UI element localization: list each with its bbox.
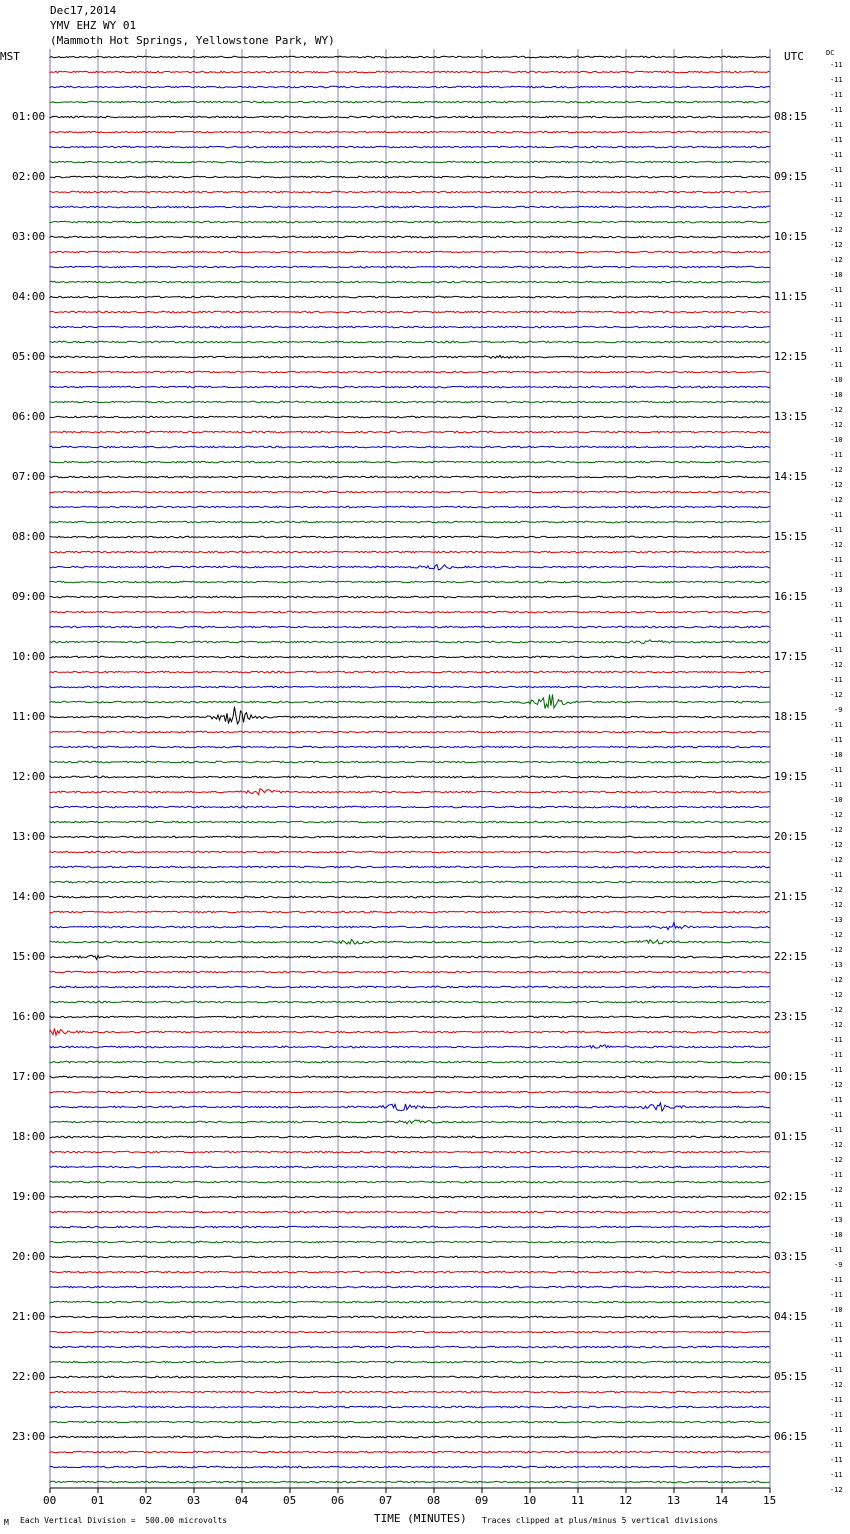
x-tick-label: 08	[427, 1494, 441, 1507]
left-hour-label: 08:00	[12, 530, 46, 543]
dc-offset-value: -11	[830, 526, 843, 534]
dc-offset-value: -11	[830, 1321, 843, 1329]
corner-mark: M	[4, 1518, 9, 1527]
trace-row	[50, 1271, 770, 1273]
dc-offset-value: -11	[830, 766, 843, 774]
dc-offset-value: -12	[830, 691, 843, 699]
trace-row	[50, 1103, 770, 1111]
dc-offset-value: -10	[830, 376, 843, 384]
trace-row	[50, 1286, 770, 1288]
left-hour-label: 18:00	[12, 1130, 46, 1143]
left-hour-label: 02:00	[12, 170, 46, 183]
x-tick-label: 13	[667, 1494, 681, 1507]
trace-row	[50, 521, 770, 523]
trace-row	[50, 176, 770, 178]
left-hour-label: 06:00	[12, 410, 46, 423]
trace-row	[50, 86, 770, 88]
dc-offset-value: -11	[830, 91, 843, 99]
dc-offset-value: -11	[830, 1171, 843, 1179]
dc-offset-value: -11	[830, 1336, 843, 1344]
dc-offset-value: -12	[830, 226, 843, 234]
x-tick-label: 07	[379, 1494, 393, 1507]
dc-offset-value: -13	[830, 586, 843, 594]
dc-offset-value: -12	[830, 901, 843, 909]
x-tick-label: 03	[187, 1494, 201, 1507]
dc-offset-value: -12	[830, 481, 843, 489]
left-hour-label: 04:00	[12, 290, 46, 303]
dc-offset-value: -12	[830, 886, 843, 894]
trace-row	[50, 1196, 770, 1198]
right-hour-label: 09:15	[774, 170, 808, 183]
right-hour-label: 00:15	[774, 1070, 808, 1083]
dc-offset-value: -11	[830, 151, 843, 159]
left-hour-label: 20:00	[12, 1250, 46, 1263]
dc-offset-value: -11	[830, 1366, 843, 1374]
trace-row	[50, 1331, 770, 1333]
trace-row	[50, 611, 770, 613]
x-tick-label: 04	[235, 1494, 249, 1507]
x-tick-label: 00	[43, 1494, 57, 1507]
dc-offset-value: -12	[830, 826, 843, 834]
trace-row	[50, 1076, 770, 1078]
right-hour-label: 04:15	[774, 1310, 808, 1323]
trace-row	[50, 221, 770, 223]
right-hour-label: 16:15	[774, 590, 808, 603]
trace-row	[50, 251, 770, 253]
left-hour-label: 13:00	[12, 830, 46, 843]
dc-offset-value: -13	[830, 916, 843, 924]
left-hour-label: 14:00	[12, 890, 46, 903]
dc-offset-value: -12	[830, 1006, 843, 1014]
dc-offset-value: -11	[830, 556, 843, 564]
right-hour-label: 02:15	[774, 1190, 808, 1203]
trace-row	[50, 281, 770, 283]
left-hour-label: 16:00	[12, 1010, 46, 1023]
dc-offset-value: -12	[830, 991, 843, 999]
station-code: YMV EHZ WY 01	[50, 19, 137, 32]
dc-offset-value: -12	[830, 421, 843, 429]
trace-row	[50, 311, 770, 313]
dc-offset-value: -12	[830, 841, 843, 849]
trace-row	[50, 461, 770, 463]
dc-offset-value: -11	[830, 1411, 843, 1419]
trace-row	[50, 1481, 770, 1483]
trace-row	[50, 476, 770, 478]
trace-row	[50, 1436, 770, 1438]
dc-offset-value: -11	[830, 1111, 843, 1119]
trace-row	[50, 296, 770, 298]
dc-offset-value: -12	[830, 496, 843, 504]
trace-row	[50, 416, 770, 418]
trace-row	[50, 1451, 770, 1453]
x-tick-label: 12	[619, 1494, 633, 1507]
dc-offset-value: -12	[830, 1141, 843, 1149]
dc-offset-value: -11	[830, 1096, 843, 1104]
trace-row	[50, 1091, 770, 1093]
dc-offset-value: -11	[830, 601, 843, 609]
dc-offset-value: -10	[830, 796, 843, 804]
trace-row	[50, 581, 770, 583]
right-hour-label: 11:15	[774, 290, 808, 303]
dc-offset-header: DC	[826, 49, 835, 57]
trace-row	[50, 986, 770, 988]
dc-offset-value: -11	[830, 1246, 843, 1254]
trace-row	[50, 266, 770, 268]
dc-offset-value: -12	[830, 811, 843, 819]
trace-row	[50, 731, 770, 733]
right-hour-label: 23:15	[774, 1010, 808, 1023]
trace-row	[50, 1361, 770, 1363]
dc-offset-value: -11	[830, 361, 843, 369]
trace-row	[50, 1466, 770, 1468]
dc-offset-value: -11	[830, 1441, 843, 1449]
x-tick-label: 01	[91, 1494, 105, 1507]
dc-offset-value: -12	[830, 256, 843, 264]
trace-row	[50, 116, 770, 118]
right-hour-label: 15:15	[774, 530, 808, 543]
trace-row	[50, 1391, 770, 1393]
dc-offset-value: -10	[830, 271, 843, 279]
trace-row	[50, 836, 770, 838]
dc-offset-value: -12	[830, 1156, 843, 1164]
trace-row	[50, 1226, 770, 1228]
trace-row	[50, 866, 770, 868]
dc-offset-value: -12	[830, 1021, 843, 1029]
right-hour-label: 06:15	[774, 1430, 808, 1443]
trace-row	[50, 326, 770, 328]
dc-offset-value: -11	[830, 1456, 843, 1464]
dc-offset-value: -12	[830, 241, 843, 249]
trace-row	[50, 596, 770, 598]
trace-row	[50, 776, 770, 778]
right-hour-label: 20:15	[774, 830, 808, 843]
dc-offset-value: -9	[834, 1261, 843, 1269]
trace-row	[50, 1166, 770, 1168]
dc-offset-value: -11	[830, 676, 843, 684]
trace-row	[50, 971, 770, 973]
dc-offset-value: -12	[830, 1381, 843, 1389]
trace-row	[50, 1028, 770, 1035]
x-tick-label: 05	[283, 1494, 297, 1507]
trace-row	[50, 386, 770, 388]
dc-offset-value: -11	[830, 1396, 843, 1404]
dc-offset-value: -12	[830, 1081, 843, 1089]
x-tick-label: 10	[523, 1494, 537, 1507]
right-hour-label: 03:15	[774, 1250, 808, 1263]
trace-row	[50, 1136, 770, 1138]
dc-offset-value: -10	[830, 1306, 843, 1314]
trace-row	[50, 940, 770, 945]
dc-offset-value: -11	[830, 871, 843, 879]
dc-offset-value: -10	[830, 751, 843, 759]
trace-row	[50, 896, 770, 898]
trace-row	[50, 446, 770, 448]
left-hour-label: 07:00	[12, 470, 46, 483]
dc-offset-value: -11	[830, 721, 843, 729]
trace-row	[50, 131, 770, 133]
trace-row	[50, 671, 770, 673]
dc-offset-value: -12	[830, 661, 843, 669]
trace-row	[50, 707, 770, 724]
trace-row	[50, 911, 770, 913]
left-hour-label: 05:00	[12, 350, 46, 363]
clipping-note: Traces clipped at plus/minus 5 vertical divisions	[482, 1516, 719, 1525]
dc-offset-value: -11	[830, 781, 843, 789]
left-hour-label: 19:00	[12, 1190, 46, 1203]
trace-row	[50, 1421, 770, 1423]
trace-row	[50, 1211, 770, 1213]
dc-offset-value: -11	[830, 196, 843, 204]
trace-row	[50, 565, 770, 570]
trace-row	[50, 1045, 770, 1048]
trace-row	[50, 640, 770, 644]
dc-offset-value: -11	[830, 316, 843, 324]
dc-offset-value: -11	[830, 166, 843, 174]
dc-offset-value: -12	[830, 406, 843, 414]
trace-row	[50, 806, 770, 808]
trace-row	[50, 101, 770, 103]
dc-offset-value: -12	[830, 976, 843, 984]
dc-offset-value: -11	[830, 331, 843, 339]
trace-row	[50, 1151, 770, 1153]
trace-row	[50, 626, 770, 628]
trace-row	[50, 1316, 770, 1318]
trace-row	[50, 341, 770, 343]
right-hour-label: 22:15	[774, 950, 808, 963]
trace-row	[50, 491, 770, 493]
trace-row	[50, 146, 770, 148]
left-hour-label: 01:00	[12, 110, 46, 123]
right-hour-label: 10:15	[774, 230, 808, 243]
trace-row	[50, 71, 770, 73]
left-hour-label: 11:00	[12, 710, 46, 723]
dc-offset-value: -11	[830, 616, 843, 624]
dc-offset-value: -11	[830, 451, 843, 459]
trace-row	[50, 1241, 770, 1243]
trace-row	[50, 694, 770, 708]
x-tick-label: 15	[763, 1494, 777, 1507]
trace-row	[50, 401, 770, 403]
right-hour-label: 13:15	[774, 410, 808, 423]
trace-row	[50, 1181, 770, 1183]
dc-offset-value: -12	[830, 211, 843, 219]
trace-row	[50, 881, 770, 883]
left-hour-label: 03:00	[12, 230, 46, 243]
x-tick-label: 02	[139, 1494, 153, 1507]
trace-row	[50, 761, 770, 763]
dc-offset-value: -12	[830, 946, 843, 954]
left-hour-label: 15:00	[12, 950, 46, 963]
trace-row	[50, 1346, 770, 1348]
right-hour-label: 18:15	[774, 710, 808, 723]
trace-row	[50, 551, 770, 553]
trace-row	[50, 355, 770, 358]
dc-offset-value: -11	[830, 61, 843, 69]
trace-row	[50, 56, 770, 58]
dc-offset-value: -12	[830, 1486, 843, 1494]
dc-offset-value: -10	[830, 436, 843, 444]
trace-row	[50, 236, 770, 238]
dc-offset-value: -11	[830, 136, 843, 144]
trace-row	[50, 1001, 770, 1003]
right-timezone-label: UTC	[784, 50, 804, 63]
dc-offset-value: -11	[830, 1036, 843, 1044]
trace-row	[50, 1256, 770, 1258]
trace-row	[50, 431, 770, 433]
dc-offset-value: -11	[830, 631, 843, 639]
plot-date: Dec17,2014	[50, 4, 117, 17]
right-hour-label: 19:15	[774, 770, 808, 783]
dc-offset-value: -11	[830, 106, 843, 114]
dc-offset-value: -11	[830, 1066, 843, 1074]
dc-offset-value: -11	[830, 646, 843, 654]
left-hour-label: 22:00	[12, 1370, 46, 1383]
left-timezone-label: MST	[0, 50, 20, 63]
x-tick-label: 14	[715, 1494, 729, 1507]
x-tick-label: 11	[571, 1494, 585, 1507]
trace-row	[50, 536, 770, 538]
left-hour-label: 12:00	[12, 770, 46, 783]
trace-row	[50, 922, 770, 929]
dc-offset-value: -12	[830, 931, 843, 939]
left-hour-label: 17:00	[12, 1070, 46, 1083]
dc-offset-value: -12	[830, 541, 843, 549]
dc-offset-value: -11	[830, 346, 843, 354]
trace-row	[50, 851, 770, 853]
left-hour-label: 10:00	[12, 650, 46, 663]
right-hour-label: 21:15	[774, 890, 808, 903]
trace-row	[50, 191, 770, 193]
trace-row	[50, 206, 770, 208]
dc-offset-value: -11	[830, 181, 843, 189]
left-hour-label: 21:00	[12, 1310, 46, 1323]
right-hour-label: 05:15	[774, 1370, 808, 1383]
station-location: (Mammoth Hot Springs, Yellowstone Park, WY)	[50, 34, 335, 47]
x-tick-label: 06	[331, 1494, 345, 1507]
dc-offset-value: -13	[830, 1216, 843, 1224]
x-axis-title: TIME (MINUTES)	[374, 1512, 467, 1525]
trace-row	[50, 1016, 770, 1018]
dc-offset-value: -10	[830, 1231, 843, 1239]
dc-offset-value: -12	[830, 1186, 843, 1194]
right-hour-label: 17:15	[774, 650, 808, 663]
dc-offset-value: -11	[830, 76, 843, 84]
dc-offset-value: -11	[830, 1291, 843, 1299]
dc-offset-value: -11	[830, 1351, 843, 1359]
dc-offset-value: -11	[830, 511, 843, 519]
dc-offset-value: -11	[830, 571, 843, 579]
dc-offset-value: -11	[830, 1051, 843, 1059]
dc-offset-value: -11	[830, 121, 843, 129]
dc-offset-value: -11	[830, 1276, 843, 1284]
dc-offset-value: -11	[830, 1126, 843, 1134]
dc-offset-value: -10	[830, 391, 843, 399]
trace-row	[50, 371, 770, 373]
trace-row	[50, 1376, 770, 1378]
trace-row	[50, 955, 770, 959]
trace-row	[50, 1406, 770, 1408]
trace-row	[50, 789, 770, 795]
trace-row	[50, 1301, 770, 1303]
dc-offset-value: -11	[830, 736, 843, 744]
dc-offset-value: -11	[830, 301, 843, 309]
dc-offset-value: -11	[830, 1201, 843, 1209]
dc-offset-value: -12	[830, 466, 843, 474]
trace-row	[50, 506, 770, 508]
right-hour-label: 01:15	[774, 1130, 808, 1143]
dc-offset-value: -13	[830, 961, 843, 969]
dc-offset-value: -9	[834, 706, 843, 714]
right-hour-label: 12:15	[774, 350, 808, 363]
trace-row	[50, 746, 770, 748]
trace-row	[50, 821, 770, 823]
left-hour-label: 23:00	[12, 1430, 46, 1443]
trace-row	[50, 161, 770, 163]
x-tick-label: 09	[475, 1494, 489, 1507]
trace-row	[50, 1061, 770, 1063]
trace-row	[50, 686, 770, 688]
left-hour-label: 09:00	[12, 590, 46, 603]
dc-offset-value: -11	[830, 286, 843, 294]
vertical-scale-note: Each Vertical Division = 500.00 microvolts	[20, 1516, 228, 1525]
dc-offset-value: -12	[830, 856, 843, 864]
trace-row	[50, 1120, 770, 1124]
dc-offset-value: -11	[830, 1426, 843, 1434]
trace-row	[50, 656, 770, 658]
dc-offset-value: -11	[830, 1471, 843, 1479]
right-hour-label: 08:15	[774, 110, 808, 123]
right-hour-label: 14:15	[774, 470, 808, 483]
